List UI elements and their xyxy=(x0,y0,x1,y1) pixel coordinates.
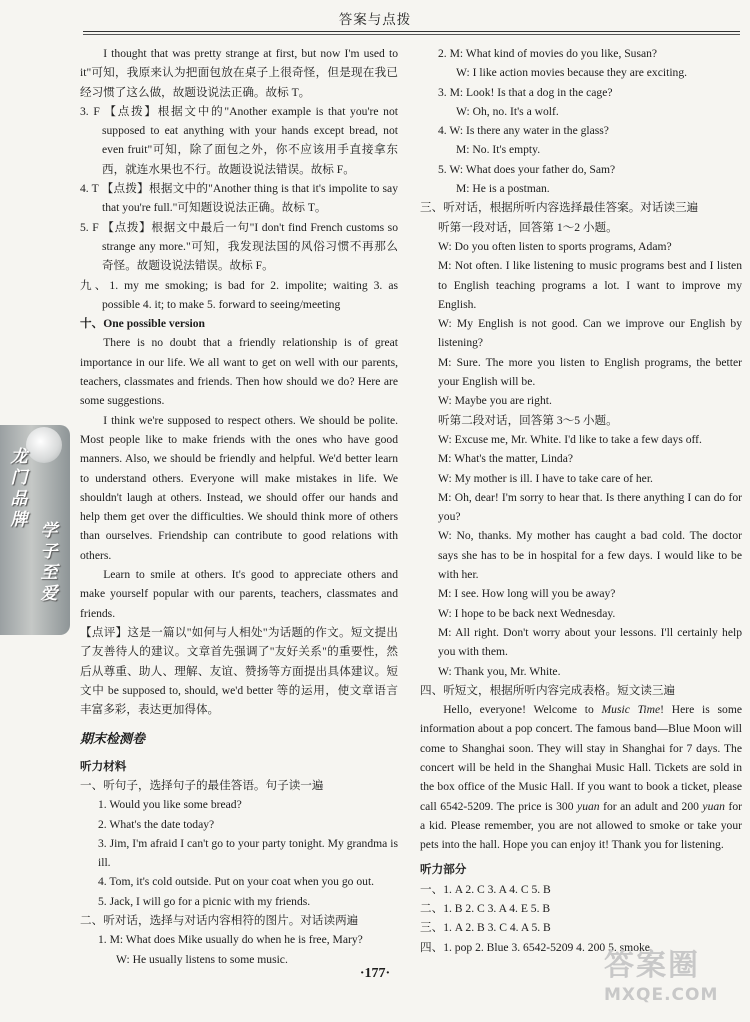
answer-paragraph: I thought that was pretty strange at first, but now I'm used to it"可知，我原来认为把面包放在桌子上很奇怪，但是现在我已经习惯了这么做，故题设说法正确。故标 T。 xyxy=(80,47,398,99)
right-column xyxy=(420,44,742,957)
passage-text: for an adult and 200 xyxy=(599,799,703,813)
conversation-line: M: All right. Don't worry about your lessons. I'll certainly help you with them. xyxy=(438,625,742,659)
conversation-line: W: My English is not good. Can we improve our English by listening? xyxy=(438,317,742,350)
watermark-top: 答案圈 xyxy=(604,948,700,983)
conversation-1-heading: 听第一段对话，回答第 1～2 小题。 xyxy=(438,220,618,234)
dialogue-5-m: M: He is a postman. xyxy=(456,182,550,196)
passage-currency: yuan xyxy=(577,799,600,813)
listening-material-label: 听力材料 xyxy=(80,759,127,773)
page-header xyxy=(0,0,750,38)
sentence-2: 2. What's the date today? xyxy=(98,817,215,831)
passage xyxy=(420,700,742,854)
conversation-line: M: Not often. I like listening to music programs best and I listen to English teaching programs a lot. I want to improve my English. xyxy=(438,259,742,311)
passage-text: ! Here is some information about a pop concert. The famous band—Blue Moon will come to Shanghai soon. They will stay in Shanghai for 7 days. The concert will be held in the Shanghai Music Hall. Tickets are sold in the box office of the Music Hall. If you want to book a ticket, please call 6542-5209. The price is 300 xyxy=(420,703,742,813)
dialogue-4-m: M: No. It's empty. xyxy=(456,143,541,157)
answer-section-9: 九、1. my me smoking; is bad for 2. impolite; waiting 3. as possible 4. it; to make 5. forward to seeing/meeting xyxy=(80,278,398,311)
essay-paragraph-1: There is no doubt that a friendly relationship is of great importance in our life. We all want to get on well with our parents, teachers, classmates and friends. Then how should we do? Here are some suggestions. xyxy=(80,336,398,408)
part-3-heading: 三、听对话，根据所听内容选择最佳答案。对话读三遍 xyxy=(420,201,699,215)
answers-part-2: 二、1. B 2. C 3. A 4. E 5. B xyxy=(420,902,551,916)
part-2-heading: 二、听对话，选择与对话内容相符的图片。对话读两遍 xyxy=(80,914,359,928)
passage-program-name: Music Time xyxy=(601,703,661,717)
page-number: ·177· xyxy=(359,966,391,981)
watermark-bottom: MXQE.COM xyxy=(604,985,719,1005)
part-1-heading: 一、听句子，选择句子的最佳答语。句子读一遍 xyxy=(80,778,324,792)
answers-label: 听力部分 xyxy=(420,863,467,877)
dialogue-3-m: 3. M: Look! Is that a dog in the cage? xyxy=(438,85,613,99)
answers-part-4: 四、1. pop 2. Blue 3. 6542-5209 4. 200 5. smoke xyxy=(420,940,650,954)
side-tab-text-right: 学子至爱 xyxy=(40,521,58,604)
left-column xyxy=(80,44,398,969)
header-rule-thin xyxy=(83,34,740,35)
header-rule xyxy=(83,31,740,32)
side-brand-tab xyxy=(0,425,70,635)
answer-section-10-heading: 十、One possible version xyxy=(80,317,205,331)
conversation-line: M: Sure. The more you listen to English programs, the better your English will be. xyxy=(438,355,742,389)
dialogue-5-w: 5. W: What does your father do, Sam? xyxy=(438,162,616,176)
sentence-4: 4. Tom, it's cold outside. Put on your coat when you go out. xyxy=(98,875,375,889)
side-tab-text-left: 龙门品牌 xyxy=(10,447,28,530)
dialogue-2-w: W: I like action movies because they are exciting. xyxy=(456,66,688,80)
passage-text: for a kid. Please remember, you are not allowed to smoke or take your pets into the hall. Hope you can enjoy it! Thank you for listening. xyxy=(420,799,742,852)
answer-item-4: 4. T 【点拨】根据文中的"Another thing is that it's impolite to say that you're full."可知题设说法正确。故标 T。 xyxy=(80,182,398,215)
essay-comment: 【点评】这是一篇以"如何与人相处"为话题的作文。短文提出了友善待人的建议。文章首先强调了"友好关系"的重要性，然后从尊重、助人、理解、友谊、赞扬等方面提出具体建议。短文中 be supposed to, should, we'd better 等的运用，使文章语言丰富多彩，表达更加得体。 xyxy=(80,625,398,717)
conversation-2-heading: 听第二段对话，回答第 3～5 小题。 xyxy=(438,413,618,427)
dialogue-4-w: 4. W: Is there any water in the glass? xyxy=(438,124,609,138)
sentence-5: 5. Jack, I will go for a picnic with my friends. xyxy=(98,894,311,908)
answer-item-3: 3. F 【点拨】根据文中的"Another example is that you're not supposed to eat anything with your hands except bread, not even fruit"可知，除了面包之外，你不应该用手直接拿东西，就连水果也不行。故题设说法错误。故标 F。 xyxy=(80,104,398,176)
answers-part-3: 三、1. A 2. B 3. C 4. A 5. B xyxy=(420,921,551,935)
dialogue-2-m: 2. M: What kind of movies do you like, Susan? xyxy=(438,47,658,60)
conversation-line: W: Do you often listen to sports programs, Adam? xyxy=(438,239,672,253)
passage-currency: yuan xyxy=(702,799,725,813)
essay-paragraph-3: Learn to smile at others. It's good to appreciate others and make yourself popular with our parents, teachers, classmates and friends. xyxy=(80,568,398,620)
side-tab-emblem xyxy=(26,427,62,463)
conversation-line: W: Excuse me, Mr. White. I'd like to take a few days off. xyxy=(438,432,702,446)
essay-paragraph-2: I think we're supposed to respect others. We should be polite. Most people like to make friends with the ones who have good manners. Also, we should be friendly and helpful. We'd better learn to understand others. Everyone will make mistakes in life. We shouldn't laugh at others. Instead, we should offer our hands and help them get over the difficulties. We should think more of others than ourselves. Friendship can contribute to good relations with others. xyxy=(80,413,398,562)
sentence-1: 1. Would you like some bread? xyxy=(98,798,242,812)
watermark-logo xyxy=(604,948,744,1014)
answers-part-1: 一、1. A 2. C 3. A 4. C 5. B xyxy=(420,882,551,896)
part-4-heading: 四、听短文，根据所听内容完成表格。短文读三遍 xyxy=(420,683,676,697)
dialogue-1-m: 1. M: What does Mike usually do when he is free, Mary? xyxy=(98,933,363,947)
dialogue-3-w: W: Oh, no. It's a wolf. xyxy=(456,104,559,118)
conversation-line: M: What's the matter, Linda? xyxy=(438,452,574,466)
section-title: 期末检测卷 xyxy=(80,731,146,747)
conversation-line: W: Maybe you are right. xyxy=(438,394,552,408)
answer-item-5: 5. F 【点拨】根据文中最后一句"I don't find French customs so strange any more."可知，我发现法国的风俗习惯不再那么奇怪。故题设说法错误。故标 F。 xyxy=(80,220,398,273)
conversation-line: W: No, thanks. My mother has caught a bad cold. The doctor says she has to be in hospital for a few days. I would like to be with her. xyxy=(438,529,742,582)
sentence-3: 3. Jim, I'm afraid I can't go to your party tonight. My grandma is ill. xyxy=(98,836,398,870)
header-title: 答案与点拨 xyxy=(338,12,412,28)
conversation-line: M: I see. How long will you be away? xyxy=(438,587,616,601)
conversation-line: W: Thank you, Mr. White. xyxy=(438,664,561,678)
passage-text: Hello, everyone! Welcome to xyxy=(443,703,602,717)
conversation-line: W: My mother is ill. I have to take care of her. xyxy=(438,471,653,485)
conversation-line: W: I hope to be back next Wednesday. xyxy=(438,606,616,620)
dialogue-1-w: W: He usually listens to some music. xyxy=(116,952,288,966)
conversation-line: M: Oh, dear! I'm sorry to hear that. Is there anything I can do for you? xyxy=(438,490,742,524)
